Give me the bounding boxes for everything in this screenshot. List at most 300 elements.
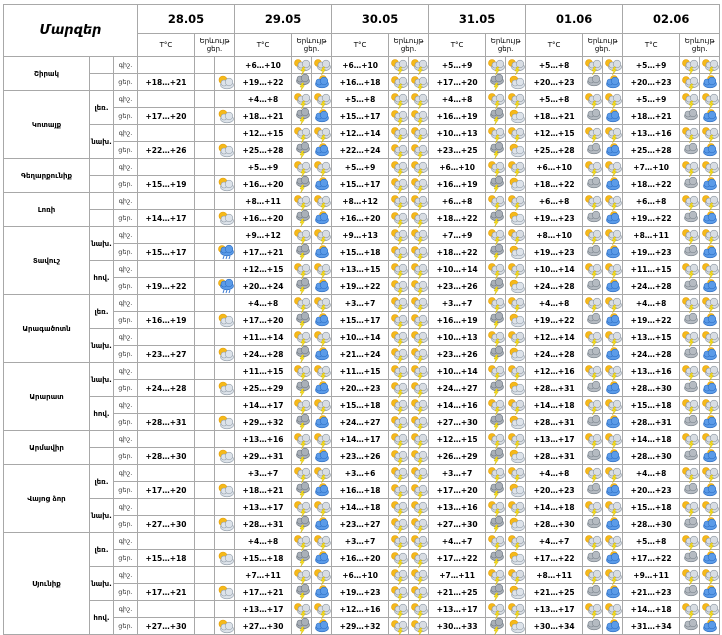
sun-cloud-icon [506,346,528,362]
table-row [4,431,720,448]
partly-sunny-icon [603,108,625,124]
day-night-label: ցեր. [114,74,138,91]
temperature-range: +10…+14 [429,363,486,380]
region-name: Լոռի [4,193,90,227]
temperature-range: +8…+10 [526,227,583,244]
temperature-range: +24…+28 [526,346,583,363]
temperature-range: +9…+12 [235,227,292,244]
temperature-range: +16…+18 [332,74,389,91]
sun-cloud-lightning-icon [409,363,431,379]
temperature-range: +11…+15 [332,363,389,380]
temperature-range: +28…+31 [623,414,680,431]
temperature-range: +4…+8 [526,295,583,312]
sun-cloud-icon [506,244,528,260]
partly-sunny-icon [603,550,625,566]
partly-sunny-icon [312,108,334,124]
day-night-label: ցեր. [114,142,138,159]
date-header: 01.06 [526,5,623,34]
temperature-range: +10…+13 [429,125,486,142]
temperature-range: +21…+23 [623,584,680,601]
temperature-range: +13…+17 [429,601,486,618]
sun-cloud-lightning-icon [603,261,625,277]
sun-cloud-lightning-icon [700,601,722,617]
day-night-label: գիշ. [114,91,138,108]
sun-cloud-icon [215,618,237,634]
partly-sunny-icon [700,448,722,464]
table-row [4,193,720,210]
phenomenon-col-header: Երևույթ ցեր. [583,33,623,56]
sun-cloud-lightning-icon [409,108,431,124]
temperature-range: +17…+21 [235,244,292,261]
partly-sunny-icon [700,346,722,362]
partly-sunny-icon [312,380,334,396]
partly-sunny-icon [700,210,722,226]
temperature-range: +30…+33 [429,618,486,635]
sun-cloud-lightning-icon [409,346,431,362]
temperature-range: +25…+29 [235,380,292,397]
sun-cloud-lightning-icon [700,159,722,175]
sun-cloud-lightning-icon [409,329,431,345]
temperature-range: +15…+17 [332,312,389,329]
temperature-range: +14…+18 [526,499,583,516]
temperature-range: +7…+9 [429,227,486,244]
day-night-label: ցեր. [114,414,138,431]
sun-cloud-lightning-icon [603,567,625,583]
temperature-range: +24…+28 [138,380,195,397]
sun-cloud-lightning-icon [506,601,528,617]
table-row [4,176,720,193]
temperature-range: +13…+17 [526,601,583,618]
sun-cloud-lightning-icon [409,380,431,396]
temperature-range: +23…+26 [429,346,486,363]
temperature-range: +23…+26 [429,278,486,295]
partly-sunny-icon [700,244,722,260]
sun-cloud-lightning-icon [312,533,334,549]
temperature-range: +6…+10 [235,57,292,74]
sun-cloud-lightning-icon [409,482,431,498]
sun-cloud-lightning-icon [312,431,334,447]
partly-sunny-icon [312,74,334,90]
temperature-range: +4…+7 [429,533,486,550]
temperature-range: +28…+30 [623,380,680,397]
sun-cloud-icon [506,142,528,158]
temperature-range: +19…+22 [332,278,389,295]
date-header: 29.05 [235,5,332,34]
sun-cloud-lightning-icon [409,244,431,260]
temperature-range: +17…+22 [623,550,680,567]
sun-cloud-icon [215,414,237,430]
temperature-range: +20…+23 [623,482,680,499]
subzone-label: նախ. [90,329,114,363]
sun-cloud-lightning-icon [506,295,528,311]
temperature-range: +18…+22 [623,176,680,193]
sun-cloud-lightning-icon [409,431,431,447]
temperature-range: +27…+30 [138,618,195,635]
temperature-range: +17…+20 [429,74,486,91]
region-name: Արարատ [4,363,90,431]
temperature-range: +13…+16 [235,431,292,448]
sun-cloud-lightning-icon [409,261,431,277]
day-night-label: գիշ. [114,465,138,482]
temperature-range: +5…+9 [235,159,292,176]
day-night-label: ցեր. [114,550,138,567]
temperature-range: +23…+27 [138,346,195,363]
sun-cloud-lightning-icon [700,363,722,379]
sun-cloud-lightning-icon [409,499,431,515]
sun-cloud-lightning-icon [409,125,431,141]
day-night-label: գիշ. [114,567,138,584]
sun-cloud-lightning-icon [409,465,431,481]
day-night-label: ցեր. [114,176,138,193]
temperature-range: +29…+31 [235,448,292,465]
temperature-range: +3…+7 [429,465,486,482]
sun-cloud-icon [506,380,528,396]
partly-sunny-icon [312,448,334,464]
sun-cloud-lightning-icon [312,125,334,141]
temperature-range: +30…+34 [526,618,583,635]
sun-cloud-icon [215,550,237,566]
sun-cloud-icon [506,618,528,634]
day-night-label: գիշ. [114,193,138,210]
sun-cloud-lightning-icon [603,57,625,73]
table-row [4,57,720,74]
sun-cloud-icon [215,312,237,328]
partly-sunny-icon [700,312,722,328]
temperature-range: +4…+7 [526,533,583,550]
temperature-range: +15…+18 [138,550,195,567]
partly-sunny-icon [603,618,625,634]
temperature-range: +16…+19 [138,312,195,329]
temperature-range: +17…+22 [429,550,486,567]
sun-cloud-lightning-icon [603,193,625,209]
sun-cloud-lightning-icon [409,159,431,175]
temperature-range: +4…+8 [623,295,680,312]
partly-sunny-icon [312,346,334,362]
table-row [4,91,720,108]
temperature-range: +13…+16 [623,125,680,142]
temperature-range: +13…+15 [332,261,389,278]
temperature-range: +25…+28 [235,142,292,159]
temperature-range: +18…+21 [138,74,195,91]
partly-sunny-icon [603,584,625,600]
temperature-range: +3…+6 [332,465,389,482]
temperature-range: +20…+23 [623,74,680,91]
sun-cloud-lightning-icon [409,142,431,158]
temperature-range: +26…+29 [429,448,486,465]
sun-cloud-lightning-icon [700,57,722,73]
temperature-range: +10…+14 [526,261,583,278]
sun-cloud-lightning-icon [409,210,431,226]
temperature-range: +8…+11 [623,227,680,244]
sun-cloud-lightning-icon [700,431,722,447]
day-night-label: գիշ. [114,363,138,380]
day-night-label: ցեր. [114,380,138,397]
temperature-range: +4…+8 [235,295,292,312]
temperature-range: +3…+7 [332,295,389,312]
sun-cloud-lightning-icon [409,601,431,617]
temperature-range: +10…+14 [429,261,486,278]
partly-sunny-icon [700,414,722,430]
sun-cloud-icon [506,584,528,600]
sun-cloud-icon [506,448,528,464]
temperature-range: +20…+23 [332,380,389,397]
sun-cloud-lightning-icon [312,397,334,413]
sun-cloud-lightning-icon [506,91,528,107]
temperature-range: +11…+15 [235,363,292,380]
temperature-range: +15…+18 [623,499,680,516]
table-row [4,533,720,550]
temperature-range: +6…+8 [526,193,583,210]
subzone-label: լեռ. [90,91,114,125]
temperature-range: +29…+32 [235,414,292,431]
sun-cloud-lightning-icon [506,397,528,413]
sun-cloud-lightning-icon [506,329,528,345]
temperature-range: +27…+30 [429,516,486,533]
temp-col-header: T°C [623,33,680,56]
temperature-range: +28…+30 [623,448,680,465]
temperature-range: +22…+24 [332,142,389,159]
temperature-range: +18…+21 [235,108,292,125]
temperature-range: +6…+10 [429,159,486,176]
table-row [4,125,720,142]
sun-cloud-icon [506,108,528,124]
temperature-range: +19…+22 [526,312,583,329]
temperature-range: +4…+8 [235,91,292,108]
temperature-range: +21…+25 [526,584,583,601]
sun-cloud-icon [215,74,237,90]
day-night-label: գիշ. [114,295,138,312]
temp-col-header: T°C [429,33,486,56]
day-night-label: ցեր. [114,482,138,499]
sun-cloud-lightning-icon [312,261,334,277]
temperature-range: +16…+19 [429,176,486,193]
sun-cloud-lightning-icon [700,397,722,413]
partly-sunny-icon [700,516,722,532]
day-night-label: ցեր. [114,312,138,329]
sun-cloud-lightning-icon [409,397,431,413]
sun-cloud-lightning-icon [409,414,431,430]
partly-sunny-icon [312,482,334,498]
day-night-label: գիշ. [114,227,138,244]
temperature-range: +18…+22 [429,210,486,227]
temperature-range: +17…+21 [138,584,195,601]
region-name: Սյունիք [4,533,90,635]
table-row [4,210,720,227]
temperature-range: +16…+18 [332,482,389,499]
partly-sunny-icon [700,584,722,600]
sun-cloud-lightning-icon [409,227,431,243]
sun-cloud-icon [215,142,237,158]
partly-sunny-icon [603,448,625,464]
sun-cloud-lightning-icon [506,57,528,73]
temperature-range: +17…+20 [138,108,195,125]
temperature-range: +28…+30 [138,448,195,465]
temperature-range: +12…+16 [332,601,389,618]
table-row [4,295,720,312]
temperature-range: +19…+22 [623,312,680,329]
temperature-range: +3…+7 [332,533,389,550]
sun-cloud-lightning-icon [409,516,431,532]
sun-cloud-lightning-icon [506,227,528,243]
sun-cloud-lightning-icon [409,618,431,634]
sun-cloud-lightning-icon [409,567,431,583]
temperature-range: +13…+17 [235,499,292,516]
table-row [4,601,720,618]
sun-cloud-lightning-icon [312,193,334,209]
temperature-range: +19…+23 [526,244,583,261]
temperature-range: +6…+10 [526,159,583,176]
partly-sunny-icon [700,142,722,158]
sun-cloud-lightning-icon [700,125,722,141]
day-night-label: գիշ. [114,431,138,448]
sun-cloud-lightning-icon [603,397,625,413]
temperature-range: +7…+11 [235,567,292,584]
sun-cloud-lightning-icon [409,448,431,464]
partly-sunny-icon [312,244,334,260]
temperature-range: +15…+18 [332,244,389,261]
subzone-label: լեռ. [90,533,114,567]
partly-sunny-icon [603,346,625,362]
temperature-range: +14…+18 [623,431,680,448]
temperature-range: +13…+16 [429,499,486,516]
temperature-range: +6…+10 [332,567,389,584]
temperature-range: +28…+31 [526,380,583,397]
partly-sunny-icon [603,278,625,294]
sun-cloud-lightning-icon [700,533,722,549]
sun-cloud-lightning-icon [603,159,625,175]
temperature-range: +19…+23 [623,244,680,261]
sun-cloud-lightning-icon [312,499,334,515]
sun-cloud-icon [506,278,528,294]
table-row [4,261,720,278]
temperature-range: +12…+15 [429,431,486,448]
temperature-range: +6…+10 [332,57,389,74]
temperature-range: +3…+7 [429,295,486,312]
subzone-label: հով. [90,601,114,635]
temperature-range: +28…+31 [235,516,292,533]
sun-cloud-lightning-icon [409,295,431,311]
subzone-label: նախ. [90,125,114,159]
partly-sunny-icon [312,516,334,532]
temperature-range: +18…+21 [235,482,292,499]
temperature-range: +12…+16 [526,363,583,380]
temperature-range: +24…+27 [332,414,389,431]
partly-sunny-icon [312,550,334,566]
sun-cloud-icon [506,74,528,90]
day-night-label: ցեր. [114,278,138,295]
partly-sunny-icon [312,142,334,158]
region-name: Գեղարքունիք [4,159,90,193]
temperature-range: +24…+28 [235,346,292,363]
temperature-range: +5…+8 [526,91,583,108]
region-name: Արագածոտն [4,295,90,363]
partly-sunny-icon [312,618,334,634]
temperature-range: +11…+14 [235,329,292,346]
date-header: 28.05 [138,5,235,34]
temperature-range: +24…+27 [429,380,486,397]
temperature-range: +15…+17 [332,176,389,193]
temperature-range: +19…+22 [235,74,292,91]
subzone-label: հով. [90,261,114,295]
sun-cloud-lightning-icon [409,550,431,566]
partly-sunny-icon [700,380,722,396]
sun-cloud-lightning-icon [603,125,625,141]
table-row [4,363,720,380]
temperature-range: +27…+30 [235,618,292,635]
temperature-range: +28…+30 [526,516,583,533]
day-night-label: գիշ. [114,397,138,414]
day-night-label: գիշ. [114,533,138,550]
temp-col-header: T°C [526,33,583,56]
temperature-range: +31…+34 [623,618,680,635]
temperature-range: +8…+11 [235,193,292,210]
temperature-range: +6…+8 [623,193,680,210]
temperature-range: +17…+20 [138,482,195,499]
region-name: Արմավիր [4,431,90,465]
partly-sunny-icon [603,142,625,158]
temperature-range: +21…+24 [332,346,389,363]
temperature-range: +16…+20 [235,210,292,227]
day-night-label: գիշ. [114,499,138,516]
table-row [4,448,720,465]
table-row [4,227,720,244]
temperature-range: +10…+14 [332,329,389,346]
page-title: Մարզեր [4,5,138,57]
date-header: 30.05 [332,5,429,34]
partly-sunny-icon [603,482,625,498]
subzone-label: նախ. [90,363,114,397]
sun-cloud-icon [215,448,237,464]
day-night-label: ցեր. [114,346,138,363]
temperature-range: +23…+26 [332,448,389,465]
sun-cloud-lightning-icon [603,329,625,345]
rain-cloud-icon [215,278,237,294]
sun-cloud-lightning-icon [409,74,431,90]
temperature-range: +19…+22 [138,278,195,295]
temperature-range: +23…+25 [429,142,486,159]
sun-cloud-lightning-icon [506,261,528,277]
sun-cloud-icon [215,108,237,124]
partly-sunny-icon [700,550,722,566]
table-row [4,465,720,482]
sun-cloud-lightning-icon [312,329,334,345]
sun-cloud-icon [215,176,237,192]
sun-cloud-lightning-icon [312,91,334,107]
temperature-range: +19…+23 [526,210,583,227]
temperature-range: +15…+18 [332,397,389,414]
partly-sunny-icon [312,584,334,600]
sun-cloud-lightning-icon [506,533,528,549]
partly-sunny-icon [700,482,722,498]
temperature-range: +19…+23 [332,584,389,601]
subzone-label: հով. [90,397,114,431]
sun-cloud-lightning-icon [312,295,334,311]
partly-sunny-icon [603,176,625,192]
temperature-range: +5…+8 [526,57,583,74]
sun-cloud-lightning-icon [506,159,528,175]
temperature-range: +4…+8 [623,465,680,482]
temperature-range: +22…+26 [138,142,195,159]
sun-cloud-icon [215,516,237,532]
temperature-range: +18…+21 [623,108,680,125]
temperature-range: +24…+28 [623,278,680,295]
temperature-range: +12…+14 [332,125,389,142]
temperature-range: +5…+9 [429,57,486,74]
region-name: Շիրակ [4,57,90,91]
temperature-range: +13…+15 [623,329,680,346]
partly-sunny-icon [603,210,625,226]
temperature-range: +5…+9 [623,91,680,108]
